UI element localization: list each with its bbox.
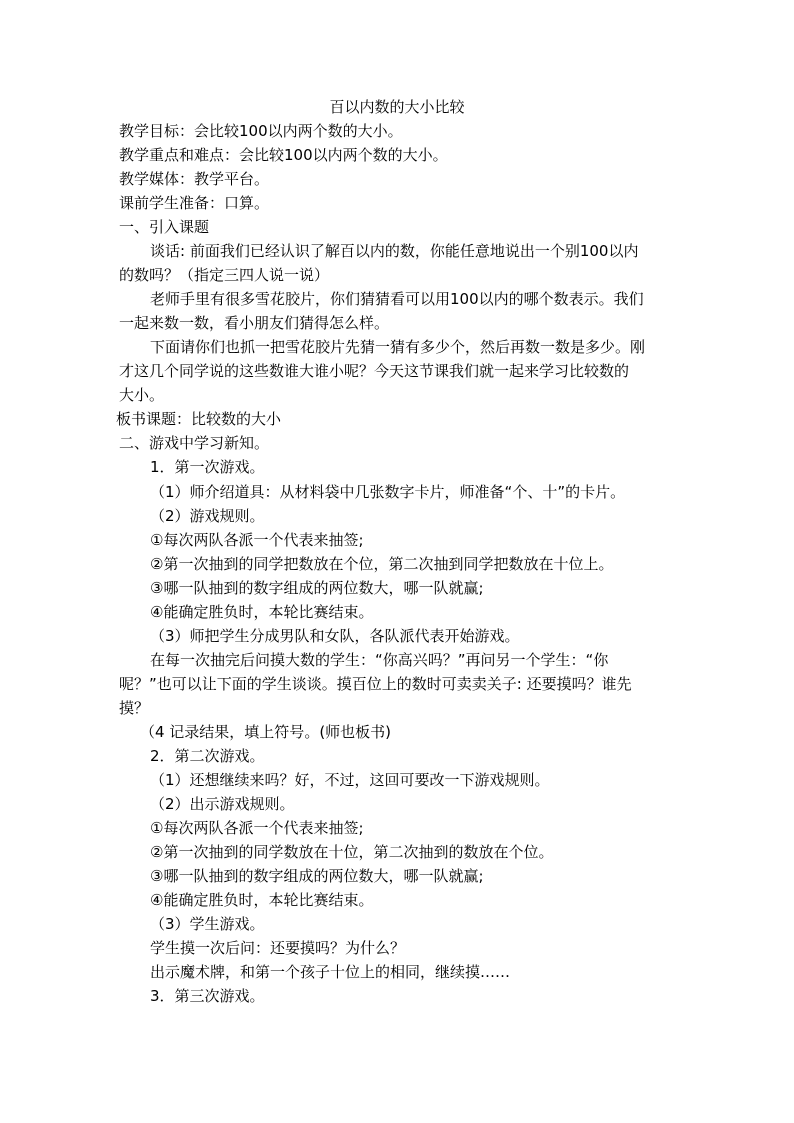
text-line: 呢？”也可以让下面的学生谈谈。摸百位上的数时可卖卖关子: 还要摸吗？谁先 [119, 675, 632, 693]
text-line: （2）出示游戏规则。 [150, 795, 295, 813]
text-line: 才这几个同学说的这些数谁大谁小呢？今天这节课我们就一起来学习比较数的 [119, 362, 630, 380]
text-line: 1．第一次游戏。 [150, 458, 265, 476]
document-title: 百以内数的大小比较 [329, 98, 465, 116]
text-line: 教学媒体：教学平台。 [119, 170, 270, 188]
text-line: 的数吗？（指定三四人说一说） [119, 266, 330, 284]
text-line: （4 记录结果，填上符号。(师也板书) [140, 723, 392, 741]
text-line: 谈话: 前面我们已经认识了解百以内的数，你能任意地说出一个别100以内 [150, 242, 639, 260]
text-line: 一起来数一数，看小朋友们猜得怎么样。 [119, 314, 390, 332]
text-line: 板书课题：比较数的大小 [116, 410, 282, 428]
text-line: （3）师把学生分成男队和女队，各队派代表开始游戏。 [150, 627, 520, 645]
text-line: 学生摸一次后问：还要摸吗？为什么？ [150, 939, 406, 957]
text-line: ③哪一队抽到的数字组成的两位数大，哪一队就赢; [150, 579, 484, 597]
section-heading: 二、游戏中学习新知。 [119, 434, 270, 452]
text-line: ②第一次抽到的同学数放在十位，第二次抽到的数放在个位。 [150, 843, 554, 861]
text-line: 课前学生准备：口算。 [119, 194, 270, 212]
text-line: （1）还想继续来吗？好，不过，这回可要改一下游戏规则。 [150, 771, 550, 789]
text-line: 摸？ [119, 699, 150, 717]
text-line: ④能确定胜负时，本轮比赛结束。 [150, 603, 374, 621]
text-line: ②第一次抽到的同学把数放在个位，第二次抽到同学把数放在十位上。 [150, 555, 614, 573]
text-line: 在每一次抽完后问摸大数的学生：“你高兴吗？”再问另一个学生：“你 [150, 651, 609, 669]
text-line: ①每次两队各派一个代表来抽签; [150, 531, 364, 549]
text-line: 3．第三次游戏。 [150, 987, 265, 1005]
section-heading: 一、引入课题 [119, 218, 210, 236]
text-line: 教学目标：会比较100以内两个数的大小。 [119, 122, 403, 140]
text-line: 大小。 [119, 386, 165, 404]
text-line: 下面请你们也抓一把雪花胶片先猜一猜有多少个，然后再数一数是多少。刚 [150, 338, 646, 356]
text-line: 老师手里有很多雪花胶片，你们猜猜看可以用100以内的哪个数表示。我们 [150, 290, 644, 308]
text-line: （3）学生游戏。 [150, 915, 265, 933]
text-line: ③哪一队抽到的数字组成的两位数大，哪一队就赢; [150, 867, 484, 885]
text-line: ①每次两队各派一个代表来抽签; [150, 819, 364, 837]
text-line: （1）师介绍道具：从材料袋中几张数字卡片，师准备“个、十”的卡片。 [150, 483, 626, 501]
text-line: （2）游戏规则。 [150, 507, 265, 525]
text-line: 2．第二次游戏。 [150, 747, 265, 765]
text-line: 教学重点和难点：会比较100以内两个数的大小。 [119, 146, 448, 164]
text-line: ④能确定胜负时，本轮比赛结束。 [150, 891, 374, 909]
text-line: 出示魔术牌，和第一个孩子十位上的相同，继续摸…… [150, 963, 511, 981]
